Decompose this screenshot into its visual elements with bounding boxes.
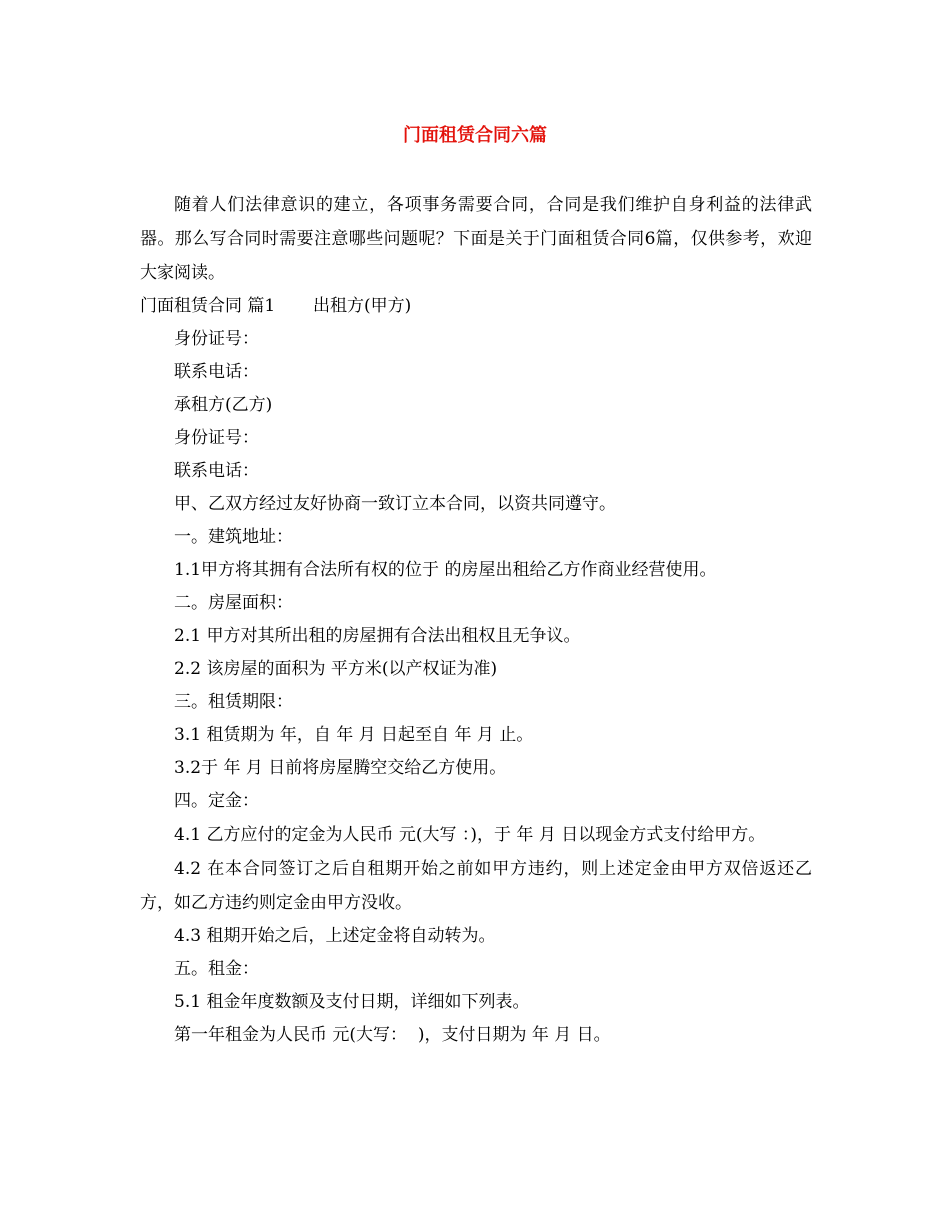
- body-line: 5.1 租金年度数额及支付日期，详细如下列表。: [174, 992, 530, 1012]
- section-heading: 三。租赁期限：: [174, 692, 293, 712]
- body-line: 3.2于 年 月 日前将房屋腾空交给乙方使用。: [174, 758, 507, 778]
- body-line: 承租方(乙方): [174, 395, 273, 415]
- body-line: 第一年租金为人民币 元(大写： )，支付日期为 年 月 日。: [174, 1025, 611, 1045]
- body-line: 联系电话：: [174, 461, 259, 481]
- clause-4-2: 4.2 在本合同签订之后自租期开始之前如甲方违约，则上述定金由甲方双倍返还乙方，如乙方违约则定金由甲方没收。: [140, 859, 812, 913]
- document-title: 门面租赁合同六篇: [403, 125, 547, 146]
- body-line: 2.1 甲方对其所出租的房屋拥有合法出租权且无争议。: [174, 626, 581, 646]
- body-line: 2.2 该房屋的面积为 平方米(以产权证为准): [174, 659, 498, 679]
- body-line: 甲、乙双方经过友好协商一致订立本合同，以资共同遵守。: [174, 494, 616, 514]
- section-heading: 二。房屋面积：: [174, 593, 293, 613]
- clause-4-1: 4.1 乙方应付的定金为人民币 元(大写 ：)，于 年 月 日以现金方式支付给甲方。: [174, 825, 766, 845]
- section-heading: 五。租金：: [174, 959, 259, 979]
- document-body: [140, 188, 812, 1052]
- body-line: 3.1 租赁期为 年，自 年 月 日起至自 年 月 止。: [174, 725, 534, 745]
- body-line: 身份证号：: [174, 329, 259, 349]
- body-line: 身份证号：: [174, 428, 259, 448]
- section-heading: 四。定金：: [174, 791, 259, 811]
- body-line: 1.1甲方将其拥有合法所有权的位于 的房屋出租给乙方作商业经营使用。: [174, 560, 717, 580]
- section-heading: 一。建筑地址：: [174, 527, 293, 547]
- body-line: 联系电话：: [174, 362, 259, 382]
- intro-paragraph: 随着人们法律意识的建立，各项事务需要合同，合同是我们维护自身利益的法律武器。那么写合同时需要注意哪些问题呢？下面是关于门面租赁合同6篇，仅供参考，欢迎大家阅读。: [140, 195, 812, 283]
- body-line: 4.3 租期开始之后，上述定金将自动转为。: [174, 926, 496, 946]
- contract-heading-line: 门面租赁合同 篇1 出租方(甲方): [140, 296, 412, 316]
